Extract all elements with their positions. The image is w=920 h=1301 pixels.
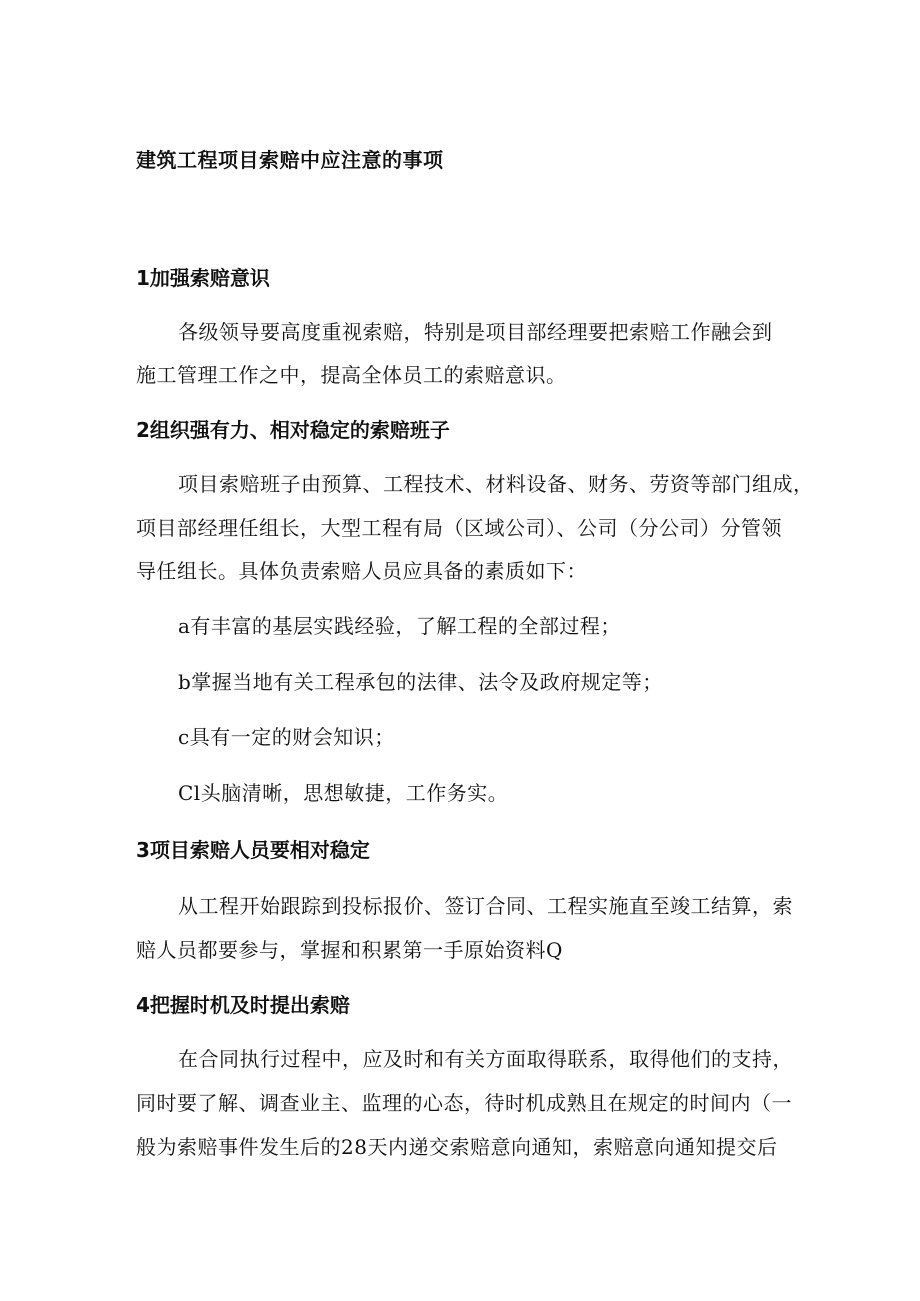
section-3-line-1: 从工程开始跟踪到投标报价、签订合同、工程实施直至竣工结算，索 [178,894,793,918]
list-item-d: Cl头脑清晰，思想敏捷，工作务实。 [178,781,509,805]
section-heading-3: 3项目索赔人员要相对稳定 [136,838,370,862]
section-2-line-3: 导任组长。具体负责索赔人员应具备的素质如下： [136,559,587,583]
section-1-line-1: 各级领导要高度重视索赔，特别是项目部经理要把索赔工作融会到 [178,320,773,344]
section-2-line-2: 项目部经理任组长，大型工程有局（区域公司）、公司（分公司）分管领 [136,516,782,540]
section-4-line-3: 般为索赔事件发生后的28天内递交索赔意向通知，索赔意向通知提交后 [136,1135,778,1159]
list-item-b: b掌握当地有关工程承包的法律、法令及政府规定等； [178,670,663,694]
section-4-line-1: 在合同执行过程中，应及时和有关方面取得联系，取得他们的支持， [178,1047,793,1071]
section-4-line-2: 同时要了解、调查业主、监理的心态，待时机成熟且在规定的时间内（一 [136,1091,792,1115]
section-heading-2: 2组织强有力、相对稳定的索赔班子 [136,418,450,442]
section-heading-1: 1加强索赔意识 [136,266,270,290]
list-item-a: a有丰富的基层实践经验，了解工程的全部过程； [178,614,621,638]
section-1-line-2: 施工管理工作之中，提高全体员工的索赔意识。 [136,363,567,387]
section-3-line-2: 赔人员都要参与，掌握和积累第一手原始资料Q [136,938,563,962]
document-title: 建筑工程项目索赔中应注意的事项 [136,148,444,172]
section-2-line-1: 项目索赔班子由预算、工程技术、材料设备、财务、劳资等部门组成， [178,472,814,496]
section-heading-4: 4把握时机及时提出索赔 [136,993,350,1017]
list-item-c: c具有一定的财会知识； [178,725,395,749]
